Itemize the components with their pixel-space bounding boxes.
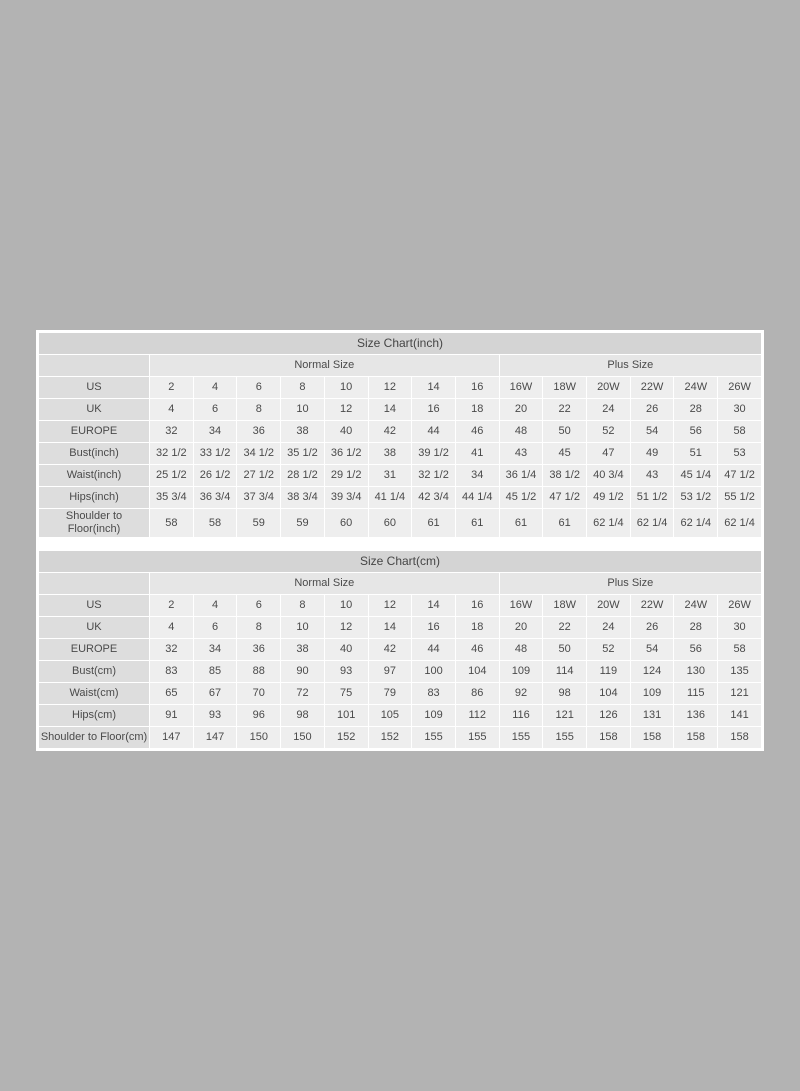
data-cell: 22 [543,399,586,420]
data-cell: 14 [369,617,412,638]
data-cell: 28 1/2 [281,465,324,486]
data-cell: 29 1/2 [325,465,368,486]
data-cell: 52 [587,421,630,442]
data-cell: 65 [150,683,193,704]
data-cell: 48 [500,421,543,442]
data-cell: 83 [150,661,193,682]
row-label-cell: EUROPE [39,421,149,442]
data-cell: 4 [150,399,193,420]
data-cell: 16 [412,399,455,420]
data-cell: 20 [500,399,543,420]
data-cell: 27 1/2 [237,465,280,486]
data-cell: 18 [456,617,499,638]
data-cell: 100 [412,661,455,682]
row-label-cell: Bust(cm) [39,661,149,682]
data-cell: 45 [543,443,586,464]
data-cell: 36 3/4 [194,487,237,508]
data-cell: 16W [500,377,543,398]
data-cell: 30 [718,399,761,420]
data-cell: 16W [500,595,543,616]
data-cell: 6 [194,617,237,638]
data-cell: 35 3/4 [150,487,193,508]
data-cell: 47 1/2 [718,465,761,486]
data-cell: 42 [369,639,412,660]
data-cell: 88 [237,661,280,682]
data-cell: 109 [500,661,543,682]
data-cell: 158 [674,727,717,748]
data-cell: 20W [587,377,630,398]
data-cell: 10 [325,377,368,398]
data-cell: 26W [718,595,761,616]
data-cell: 41 1/4 [369,487,412,508]
data-cell: 6 [194,399,237,420]
data-cell: 44 [412,421,455,442]
data-cell: 43 [500,443,543,464]
data-cell: 62 1/4 [587,509,630,537]
data-cell: 38 1/2 [543,465,586,486]
data-cell: 90 [281,661,324,682]
data-cell: 12 [369,377,412,398]
data-cell: 49 [631,443,674,464]
table-gap [38,538,762,550]
data-cell: 24W [674,377,717,398]
data-cell: 18W [543,595,586,616]
data-cell: 34 [456,465,499,486]
data-cell: 36 1/2 [325,443,368,464]
data-cell: 8 [281,377,324,398]
data-cell: 53 1/2 [674,487,717,508]
group-header-cell: Normal Size [150,573,499,594]
data-cell: 75 [325,683,368,704]
size-chart-cm [38,550,762,749]
table-row [39,487,761,508]
table-title: Size Chart(cm) [39,551,761,572]
data-cell: 14 [369,399,412,420]
data-cell: 83 [412,683,455,704]
data-cell: 16 [412,617,455,638]
data-cell: 6 [237,377,280,398]
data-cell: 12 [369,595,412,616]
data-cell: 101 [325,705,368,726]
data-cell: 60 [325,509,368,537]
data-cell: 14 [412,377,455,398]
data-cell: 58 [150,509,193,537]
table-row [39,465,761,486]
row-label-cell: UK [39,617,149,638]
data-cell: 62 1/4 [674,509,717,537]
data-cell: 16 [456,595,499,616]
corner-cell [39,355,149,376]
data-cell: 147 [194,727,237,748]
data-cell: 59 [281,509,324,537]
data-cell: 30 [718,617,761,638]
data-cell: 41 [456,443,499,464]
data-cell: 85 [194,661,237,682]
data-cell: 8 [237,399,280,420]
data-cell: 14 [412,595,455,616]
data-cell: 32 [150,639,193,660]
data-cell: 104 [587,683,630,704]
data-cell: 135 [718,661,761,682]
data-cell: 42 3/4 [412,487,455,508]
data-cell: 44 1/4 [456,487,499,508]
data-cell: 112 [456,705,499,726]
data-cell: 109 [631,683,674,704]
data-cell: 20W [587,595,630,616]
data-cell: 22 [543,617,586,638]
data-cell: 91 [150,705,193,726]
data-cell: 93 [325,661,368,682]
data-cell: 31 [369,465,412,486]
data-cell: 61 [500,509,543,537]
data-cell: 50 [543,421,586,442]
data-cell: 26 [631,399,674,420]
data-cell: 10 [281,399,324,420]
data-cell: 38 3/4 [281,487,324,508]
data-cell: 130 [674,661,717,682]
data-cell: 136 [674,705,717,726]
data-cell: 61 [543,509,586,537]
table-row [39,509,761,537]
data-cell: 141 [718,705,761,726]
data-cell: 4 [150,617,193,638]
data-cell: 46 [456,639,499,660]
data-cell: 18W [543,377,586,398]
table-row [39,421,761,442]
data-cell: 114 [543,661,586,682]
data-cell: 26 [631,617,674,638]
data-cell: 152 [369,727,412,748]
row-label-cell: Waist(cm) [39,683,149,704]
data-cell: 32 1/2 [412,465,455,486]
data-cell: 8 [281,595,324,616]
data-cell: 12 [325,399,368,420]
data-cell: 34 [194,421,237,442]
data-cell: 28 [674,617,717,638]
data-cell: 96 [237,705,280,726]
data-cell: 36 [237,421,280,442]
data-cell: 105 [369,705,412,726]
table-row [39,683,761,704]
table-row [39,661,761,682]
data-cell: 158 [631,727,674,748]
data-cell: 93 [194,705,237,726]
data-cell: 62 1/4 [631,509,674,537]
row-label-cell: Bust(inch) [39,443,149,464]
data-cell: 121 [543,705,586,726]
data-cell: 92 [500,683,543,704]
data-cell: 79 [369,683,412,704]
row-label-cell: Shoulder to Floor(cm) [39,727,149,748]
data-cell: 36 [237,639,280,660]
data-cell: 4 [194,377,237,398]
data-cell: 124 [631,661,674,682]
data-cell: 20 [500,617,543,638]
data-cell: 150 [281,727,324,748]
data-cell: 62 1/4 [718,509,761,537]
group-header-cell: Plus Size [500,355,761,376]
table-title: Size Chart(inch) [39,333,761,354]
size-chart-inch [38,332,762,538]
row-label-cell: Hips(inch) [39,487,149,508]
data-cell: 24W [674,595,717,616]
row-label-cell: UK [39,399,149,420]
row-label-cell: US [39,595,149,616]
data-cell: 35 1/2 [281,443,324,464]
data-cell: 32 [150,421,193,442]
data-cell: 104 [456,661,499,682]
table-row [39,595,761,616]
table-row [39,705,761,726]
data-cell: 10 [281,617,324,638]
data-cell: 58 [718,639,761,660]
table-row [39,639,761,660]
data-cell: 55 1/2 [718,487,761,508]
data-cell: 70 [237,683,280,704]
data-cell: 22W [631,377,674,398]
data-cell: 40 [325,421,368,442]
data-cell: 61 [412,509,455,537]
table-row [39,377,761,398]
data-cell: 2 [150,595,193,616]
data-cell: 24 [587,617,630,638]
data-cell: 38 [281,639,324,660]
data-cell: 45 1/2 [500,487,543,508]
row-label-cell: EUROPE [39,639,149,660]
row-label-cell: Shoulder to Floor(inch) [39,509,149,537]
data-cell: 152 [325,727,368,748]
table-row [39,617,761,638]
data-cell: 158 [587,727,630,748]
data-cell: 109 [412,705,455,726]
data-cell: 32 1/2 [150,443,193,464]
data-cell: 44 [412,639,455,660]
data-cell: 119 [587,661,630,682]
data-cell: 52 [587,639,630,660]
data-cell: 115 [674,683,717,704]
data-cell: 58 [718,421,761,442]
data-cell: 67 [194,683,237,704]
data-cell: 131 [631,705,674,726]
data-cell: 38 [369,443,412,464]
group-header-cell: Normal Size [150,355,499,376]
data-cell: 147 [150,727,193,748]
data-cell: 42 [369,421,412,442]
data-cell: 49 1/2 [587,487,630,508]
data-cell: 54 [631,421,674,442]
data-cell: 47 [587,443,630,464]
data-cell: 28 [674,399,717,420]
data-cell: 58 [194,509,237,537]
data-cell: 158 [718,727,761,748]
data-cell: 59 [237,509,280,537]
data-cell: 40 3/4 [587,465,630,486]
data-cell: 12 [325,617,368,638]
data-cell: 116 [500,705,543,726]
data-cell: 126 [587,705,630,726]
data-cell: 34 [194,639,237,660]
data-cell: 56 [674,421,717,442]
data-cell: 40 [325,639,368,660]
data-cell: 50 [543,639,586,660]
group-header-cell: Plus Size [500,573,761,594]
data-cell: 16 [456,377,499,398]
data-cell: 53 [718,443,761,464]
data-cell: 43 [631,465,674,486]
data-cell: 155 [412,727,455,748]
row-label-cell: US [39,377,149,398]
data-cell: 47 1/2 [543,487,586,508]
table-row [39,727,761,748]
data-cell: 98 [281,705,324,726]
row-label-cell: Waist(inch) [39,465,149,486]
data-cell: 37 3/4 [237,487,280,508]
data-cell: 22W [631,595,674,616]
data-cell: 45 1/4 [674,465,717,486]
data-cell: 24 [587,399,630,420]
data-cell: 36 1/4 [500,465,543,486]
data-cell: 97 [369,661,412,682]
data-cell: 60 [369,509,412,537]
data-cell: 155 [456,727,499,748]
data-cell: 98 [543,683,586,704]
table-row [39,443,761,464]
data-cell: 56 [674,639,717,660]
data-cell: 155 [543,727,586,748]
table-row [39,399,761,420]
data-cell: 61 [456,509,499,537]
data-cell: 6 [237,595,280,616]
data-cell: 86 [456,683,499,704]
data-cell: 150 [237,727,280,748]
data-cell: 8 [237,617,280,638]
data-cell: 121 [718,683,761,704]
data-cell: 38 [281,421,324,442]
data-cell: 51 1/2 [631,487,674,508]
data-cell: 26 1/2 [194,465,237,486]
data-cell: 155 [500,727,543,748]
data-cell: 72 [281,683,324,704]
data-cell: 26W [718,377,761,398]
row-label-cell: Hips(cm) [39,705,149,726]
data-cell: 51 [674,443,717,464]
data-cell: 2 [150,377,193,398]
corner-cell [39,573,149,594]
data-cell: 33 1/2 [194,443,237,464]
data-cell: 25 1/2 [150,465,193,486]
data-cell: 10 [325,595,368,616]
data-cell: 54 [631,639,674,660]
size-chart-panel [36,330,764,751]
data-cell: 48 [500,639,543,660]
data-cell: 39 3/4 [325,487,368,508]
data-cell: 18 [456,399,499,420]
data-cell: 34 1/2 [237,443,280,464]
data-cell: 39 1/2 [412,443,455,464]
data-cell: 4 [194,595,237,616]
data-cell: 46 [456,421,499,442]
